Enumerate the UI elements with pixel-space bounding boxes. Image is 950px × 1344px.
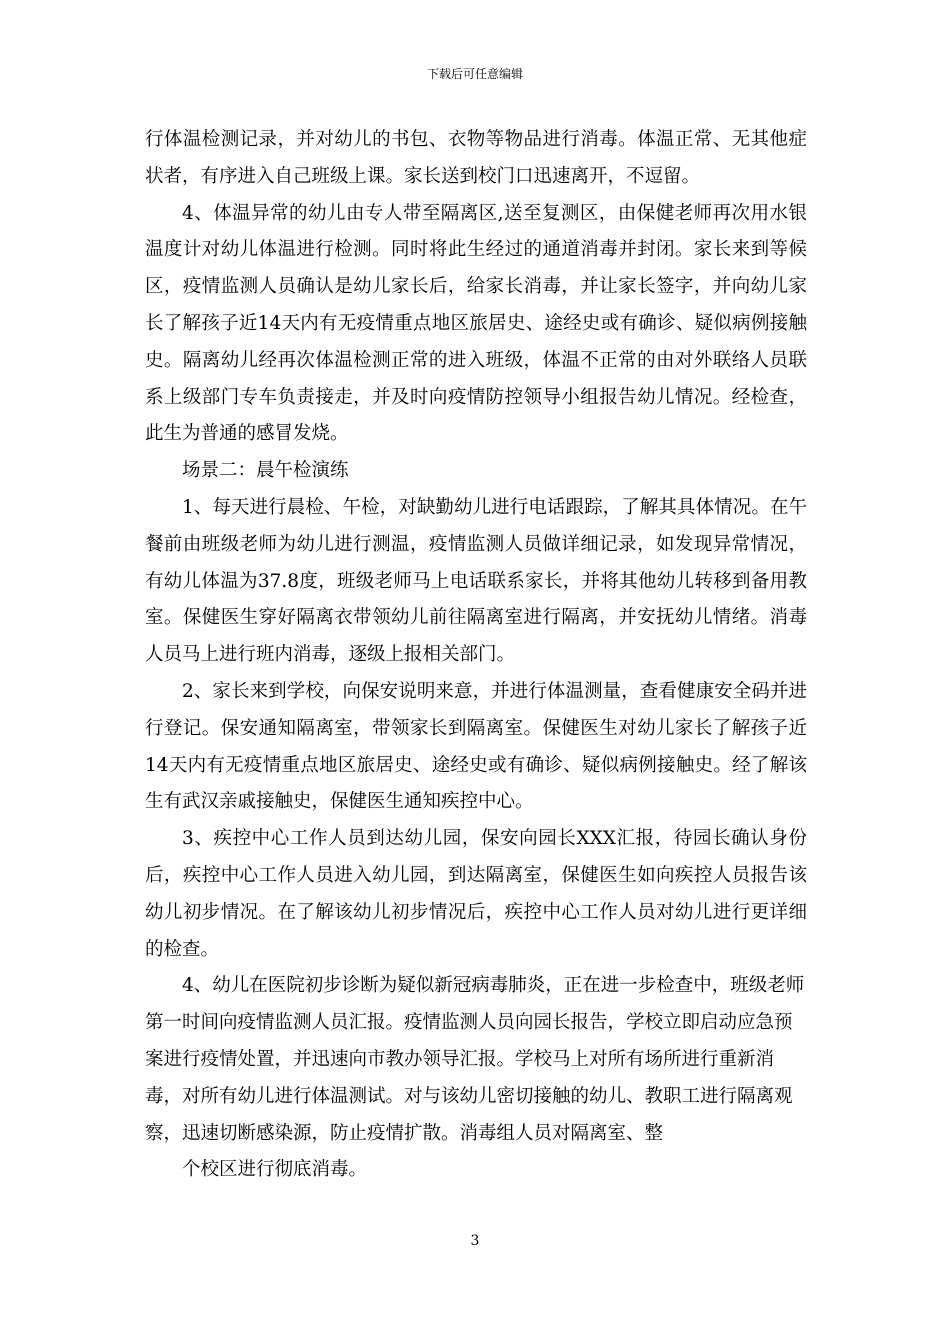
paragraph-item-4-hospital-diagnosis: 4、幼儿在医院初步诊断为疑似新冠病毒肺炎，正在进一步检查中，班级老师第一时间向疫情监测人员汇报。疫情监测人员向园长报告，学校立即启动应急预案进行疫情处置，并迅速向市教办领导汇报。学校马上对所有场所进行重新消毒，对所有幼儿进行体温测试。对与该幼儿密切接触的幼儿、教职工进行隔离观察，迅速切断感染源，防止疫情扩散。消毒组人员对隔离室、整: [145, 975, 805, 1144]
paragraph-item-1-daily-checks: 1、每天进行晨检、午检，对缺勤幼儿进行电话跟踪，了解其具体情况。在午餐前由班级老师为幼儿进行测温，疫情监测人员做详细记录，如发现异常情况，有幼儿体温为37.8度，班级老师马上电话联系家长，并将其他幼儿转移到备用教室。保健医生穿好隔离衣带领幼儿前往隔离室进行隔离，并安抚幼儿情绪。消毒人员马上进行班内消毒，逐级上报相关部门。: [145, 496, 807, 666]
paragraph-final-disinfection: 个校区进行彻底消毒。: [182, 1159, 368, 1181]
paragraph-item-3-cdc-arrival: 3、疾控中心工作人员到达幼儿园，保安向园长XXX汇报，待园长确认身份后，疾控中心工作人员进入幼儿园，到达隔离室，保健医生如向疾控人员报告该幼儿初步情况。在了解该幼儿初步情况后，疾控中心工作人员对幼儿进行更详细的检查。: [145, 828, 807, 960]
page-header: 下载后可任意编辑: [426, 67, 523, 81]
page-number: 3: [470, 1233, 480, 1249]
paragraph-item-2-parent-arrival: 2、家长来到学校，向保安说明来意，并进行体温测量，查看健康安全码并进行登记。保安通知隔离室，带领家长到隔离室。保健医生对幼儿家长了解孩子近14天内有无疫情重点地区旅居史、途经史或有确诊、疑似病例接触史。经了解该生有武汉亲戚接触史，保健医生通知疾控中心。: [145, 680, 807, 813]
paragraph-item-4-abnormal-temperature: 4、体温异常的幼儿由专人带至隔离区,送至复测区，由保健老师再次用水银温度计对幼儿体温进行检测。同时将此生经过的通道消毒并封闭。家长来到等候区，疫情监测人员确认是幼儿家长后，给家长消毒，并让家长签字，并向幼儿家长了解孩子近14天内有无疫情重点地区旅居史、途经史或有确诊、疑似病例接触史。隔离幼儿经再次体温检测正常的进入班级，体温不正常的由对外联络人员联系上级部门专车负责接走，并及时向疫情防控领导小组报告幼儿情况。经检查，此生为普通的感冒发烧。: [145, 202, 807, 445]
paragraph-continuation: 行体温检测记录，并对幼儿的书包、衣物等物品进行消毒。体温正常、无其他症状者，有序进入自己班级上课。家长送到校门口迅速离开，不逗留。: [145, 129, 807, 187]
document-body: [145, 122, 807, 1189]
section-heading-scenario-two: 场景二：晨午检演练: [182, 460, 349, 482]
